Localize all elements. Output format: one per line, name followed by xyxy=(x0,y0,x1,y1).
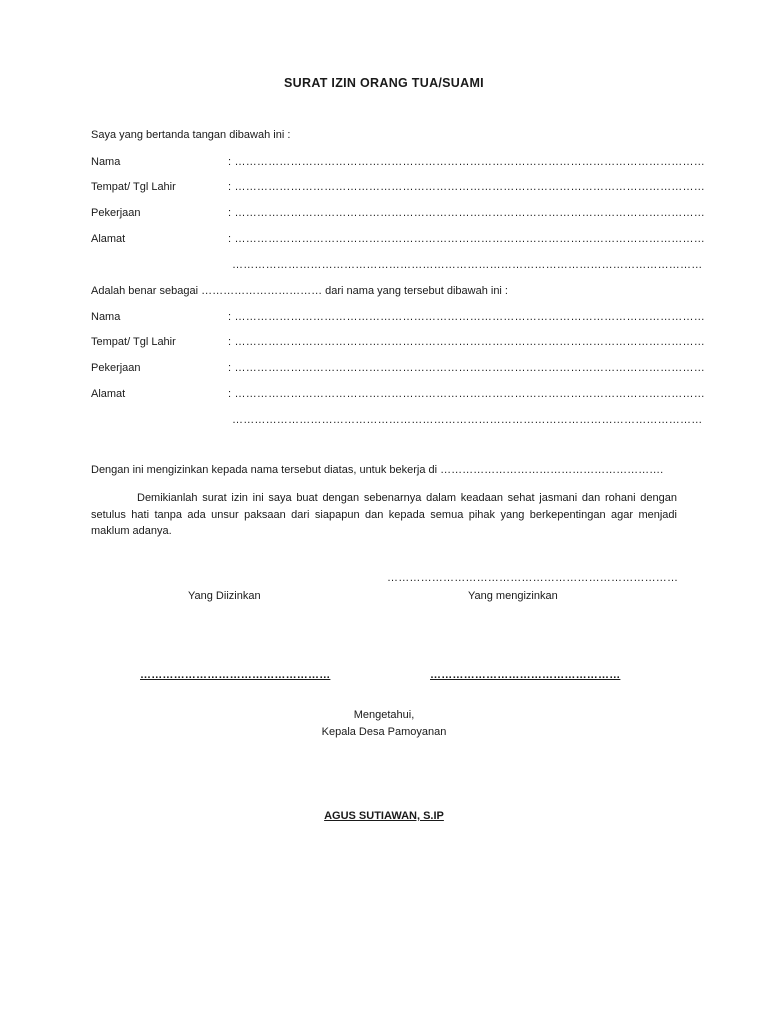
acknowledgement-position: Kepala Desa Pamoyanan xyxy=(321,726,447,738)
ttl-fill-1: : ……………………………………………………………………………………………………………… xyxy=(228,181,705,193)
letter-title: SURAT IZIN ORANG TUA/SUAMI xyxy=(284,76,484,90)
nama-fill-1: : ……………………………………………………………………………………………………………… xyxy=(228,156,705,168)
pekerjaan-fill-2: : ……………………………………………………………………………………………………………… xyxy=(228,362,705,374)
pekerjaan-label-1: Pekerjaan xyxy=(91,207,141,219)
pekerjaan-label-2: Pekerjaan xyxy=(91,362,141,374)
nama-label-1: Nama xyxy=(91,156,121,168)
permission-text: Dengan ini mengizinkan kepada nama tersebut diatas, untuk bekerja di xyxy=(91,464,438,476)
intro-text: Saya yang bertanda tangan dibawah ini : xyxy=(91,129,291,141)
alamat-fill-1: : ……………………………………………………………………………………………………………… xyxy=(228,233,705,245)
permission-blank: ……………………………………………………. xyxy=(440,464,664,476)
relation-prefix: Adalah benar sebagai xyxy=(91,285,199,297)
permission-line xyxy=(91,464,663,476)
left-signature-label: Yang Diizinkan xyxy=(188,590,261,602)
right-signature-line: …………………………………………… xyxy=(430,669,621,681)
ttl-fill-2: : ……………………………………………………………………………………………………………… xyxy=(228,336,705,348)
nama-label-2: Nama xyxy=(91,311,121,323)
alamat-fill-1b: ……………………………………………………………………………………………………………… xyxy=(232,259,703,271)
alamat-label-1: Alamat xyxy=(91,233,126,245)
pekerjaan-fill-1: : ……………………………………………………………………………………………………………… xyxy=(228,207,705,219)
nama-fill-2: : ……………………………………………………………………………………………………………… xyxy=(228,311,705,323)
left-signature-line: …………………………………………… xyxy=(140,669,331,681)
relation-line xyxy=(91,285,508,297)
alamat-fill-2b: ……………………………………………………………………………………………………………… xyxy=(232,414,703,426)
closing-paragraph: Demikianlah surat izin ini saya buat dengan sebenarnya dalam keadaan sehat jasmani dan rohani dengan setulus hati tanpa ada unsur paksaan dari siapapun dan kepada semua pihak yang berkepentingan agar menjadi maklum adanya. xyxy=(91,492,677,537)
ttl-label-1: Tempat/ Tgl Lahir xyxy=(91,181,176,193)
village-head-name: AGUS SUTIAWAN, S.IP xyxy=(324,810,444,822)
right-signature-label: Yang mengizinkan xyxy=(468,590,558,602)
date-line: …………………………………………………………………… xyxy=(387,572,679,584)
alamat-fill-2: : ……………………………………………………………………………………………………………… xyxy=(228,388,705,400)
alamat-label-2: Alamat xyxy=(91,388,126,400)
acknowledgement-heading: Mengetahui, xyxy=(353,709,415,721)
ttl-label-2: Tempat/ Tgl Lahir xyxy=(91,336,176,348)
relation-suffix: dari nama yang tersebut dibawah ini : xyxy=(325,285,508,297)
relation-blank: …………………………… xyxy=(201,285,323,297)
